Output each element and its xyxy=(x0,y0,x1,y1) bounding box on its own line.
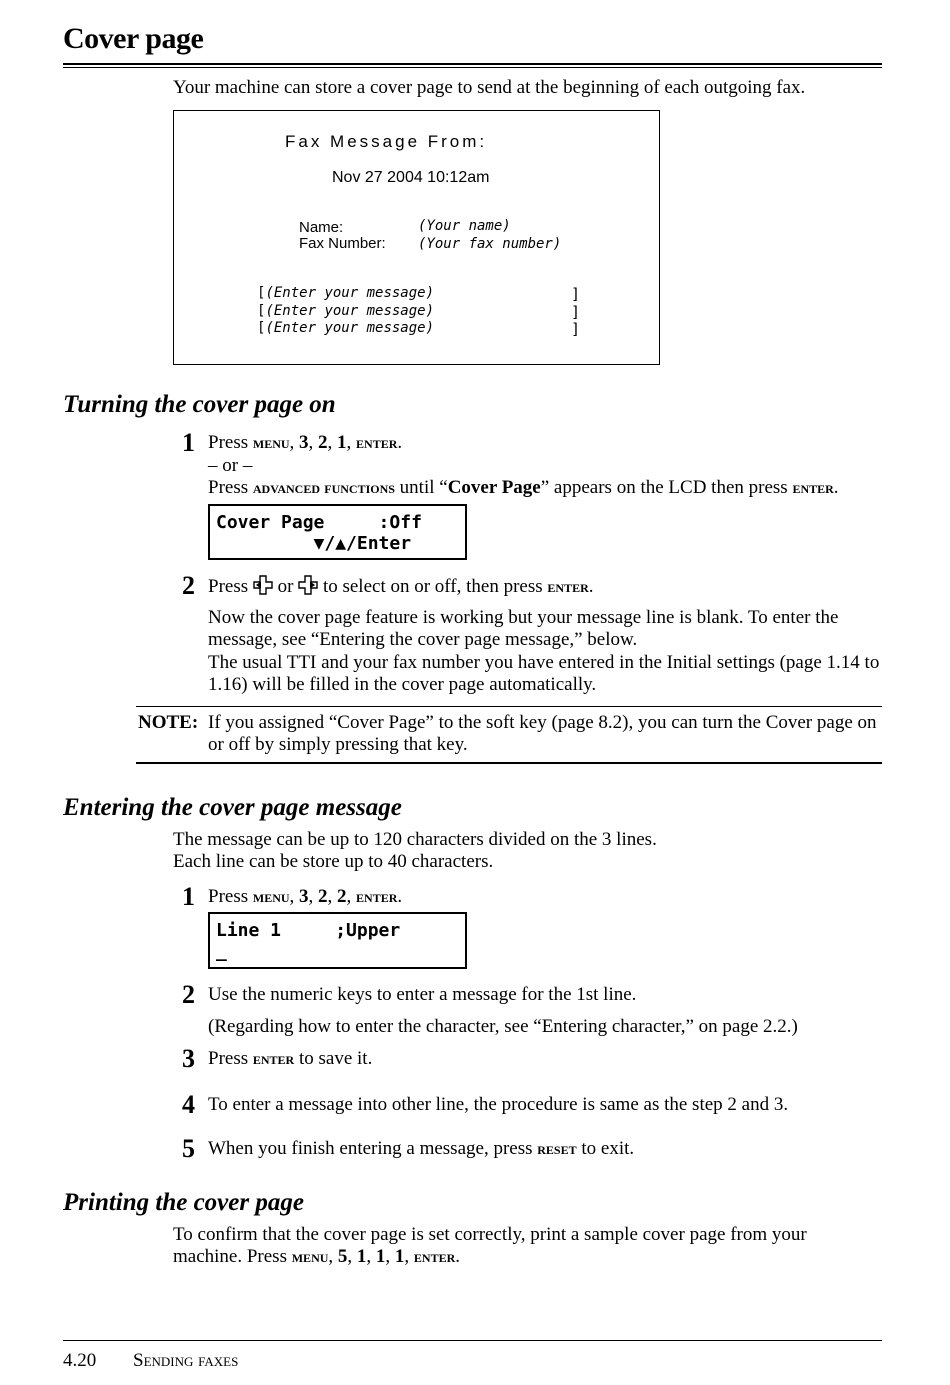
key-reset: reset xyxy=(537,1139,577,1158)
step-number: 2 xyxy=(182,980,195,1009)
message-intro-2: Each line can be store up to 40 characters. xyxy=(173,851,494,872)
left-arrow-key-icon xyxy=(253,575,273,601)
title-rule-thick xyxy=(63,63,882,65)
lcd-line-1: Cover Page :Off xyxy=(216,512,422,533)
footer-rule xyxy=(63,1340,882,1341)
key-enter: enter xyxy=(413,1247,456,1266)
key-advanced-functions: advanced functions xyxy=(252,478,395,497)
lcd-display xyxy=(208,912,467,969)
or-separator: – or – xyxy=(208,455,253,476)
cover-sample-date: Nov 27 2004 10:12am xyxy=(332,169,490,186)
lcd-display xyxy=(208,504,467,560)
note-rule-top xyxy=(136,706,882,707)
msg-step1-instruction: Press menu, 3, 2, 2, enter. xyxy=(208,886,403,907)
lcd-line-1: Line 1 ;Upper xyxy=(216,920,401,941)
key-enter: enter xyxy=(792,478,834,497)
key-menu: menu xyxy=(252,433,290,452)
message-intro-1: The message can be up to 120 characters divided on the 3 lines. xyxy=(173,829,657,850)
bracket-close: ] xyxy=(571,303,581,321)
note-text: If you assigned “Cover Page” to the soft key (page 8.2), you can turn the Cover page on or off by simply pressing that key. xyxy=(208,712,877,755)
cover-sample-message-line: [(Enter your message) xyxy=(257,285,435,301)
print-line-2: machine. Press menu, 5, 1, 1, 1, enter. xyxy=(173,1246,460,1267)
cover-sample-fax-label: Fax Number: xyxy=(299,235,386,252)
msg-step2-note: (Regarding how to enter the character, see “Entering character,” on page 2.2.) xyxy=(208,1016,798,1037)
footer-section-name: Sending faxes xyxy=(133,1350,239,1371)
msg-step5-text: When you finish entering a message, press reset to exit. xyxy=(208,1138,635,1159)
lcd-line-2: _ xyxy=(216,941,227,962)
intro-text: Your machine can store a cover page to send at the beginning of each outgoing fax. xyxy=(173,77,806,98)
section-heading-turning-on: Turning the cover page on xyxy=(63,391,336,418)
note-label: NOTE: xyxy=(138,712,199,733)
title-rule-thin xyxy=(63,67,882,68)
step-number: 5 xyxy=(182,1134,195,1163)
key-enter: enter xyxy=(547,577,589,596)
key-menu: menu xyxy=(252,887,290,906)
step-number: 2 xyxy=(182,571,195,600)
step1-instruction: Press menu, 3, 2, 1, enter. xyxy=(208,432,403,453)
print-line-1: To confirm that the cover page is set correctly, print a sample cover page from your xyxy=(173,1224,807,1245)
bracket-close: ] xyxy=(571,285,581,303)
cover-sample-heading: Fax Message From: xyxy=(285,132,488,151)
cover-sample-message-line: [(Enter your message) xyxy=(257,320,435,336)
lcd-line-2: ▼/▲/Enter xyxy=(216,533,412,554)
key-enter: enter xyxy=(252,1049,295,1068)
footer-page-number: 4.20 xyxy=(63,1350,97,1371)
cover-sample-message-line: [(Enter your message) xyxy=(257,303,435,319)
page-title: Cover page xyxy=(63,22,204,55)
step-number: 1 xyxy=(182,882,195,911)
cover-sample-fax-value: (Your fax number) xyxy=(418,236,562,252)
step2-paragraph-1: Now the cover page feature is working but your message line is blank. To enter the message, see “Entering the cover page message,” below. xyxy=(208,607,839,650)
msg-step3-text: Press enter to save it. xyxy=(208,1048,373,1069)
note-rule-bottom xyxy=(136,762,882,764)
step2-instruction: Press or to select on or off, then press enter. xyxy=(208,575,593,601)
step2-paragraph-2: The usual TTI and your fax number you have entered in the Initial settings (page 1.14 to 1.16) will be filled in the cover page automatically. xyxy=(208,652,880,695)
step-number: 3 xyxy=(182,1044,195,1073)
step1-alt-instruction: Press advanced functions until “Cover Page” appears on the LCD then press enter. xyxy=(208,477,839,498)
cover-sample-name-value: (Your name) xyxy=(418,218,511,234)
right-arrow-key-icon xyxy=(298,575,318,601)
section-heading-printing: Printing the cover page xyxy=(63,1189,304,1216)
msg-step4-text: To enter a message into other line, the procedure is same as the step 2 and 3. xyxy=(208,1094,789,1115)
key-enter: enter xyxy=(356,887,398,906)
key-menu: menu xyxy=(291,1247,329,1266)
section-heading-entering-message: Entering the cover page message xyxy=(63,794,402,821)
bracket-close: ] xyxy=(571,320,581,338)
cover-sample-name-label: Name: xyxy=(299,219,344,236)
msg-step2-text: Use the numeric keys to enter a message for the 1st line. xyxy=(208,984,637,1005)
step-number: 1 xyxy=(182,428,195,457)
step-number: 4 xyxy=(182,1090,195,1119)
key-enter: enter xyxy=(356,433,398,452)
